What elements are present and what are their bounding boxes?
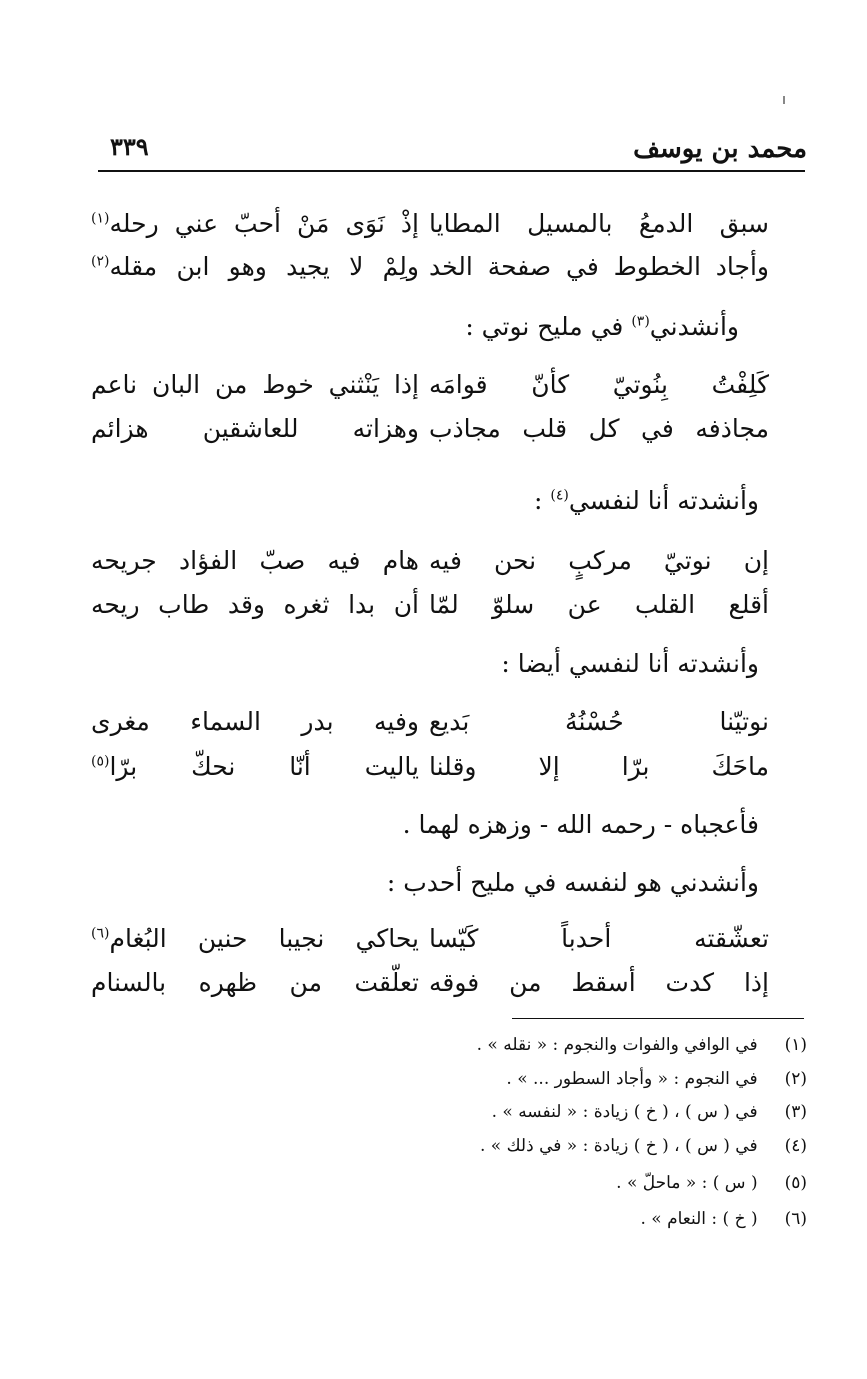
- poem4-line2-second-hemistich: [91, 750, 419, 784]
- poem1-line1-first-hemistich: سبق الدمعُ بالمسيل المطايا: [429, 209, 769, 238]
- remark-line: فأعجباه - رحمه الله - وزهزه لهما .: [402, 810, 759, 839]
- footnote-3: [492, 1100, 807, 1124]
- footnote-2: [506, 1067, 807, 1091]
- intro-text: وأنشدته أنا لنفسي: [568, 486, 759, 515]
- poem2-line2-first-hemistich: مجاذفه في كل قلب مجاذب: [429, 414, 769, 443]
- footnote-number: (١): [784, 1035, 807, 1055]
- poem4-line1-second-hemistich: وفيه بدر السماء مغرى: [91, 707, 419, 736]
- footnote-text: ( خ ) : النعام » .: [640, 1209, 758, 1229]
- hemistich-text: ولِمْ لا يجيد وهو ابن مقله: [109, 252, 419, 281]
- intro-line-2: [534, 484, 759, 518]
- poem3-line2-first-hemistich: أقلع القلب عن سلوّ لمّا: [429, 590, 769, 619]
- page-number: ٣٣٩: [110, 132, 149, 161]
- hemistich-text: إذْ نَوَى مَنْ أحبّ عني رحله: [109, 209, 419, 238]
- footnote-5: [616, 1171, 807, 1195]
- hemistich-text: ياليت أنّا نحكّ برّا: [109, 752, 419, 781]
- footnote-6: [640, 1207, 807, 1231]
- poem5-line2-second-hemistich: تعلّقت من ظهره بالسنام: [91, 968, 419, 997]
- intro-text: في مليح نوتي :: [465, 312, 632, 341]
- footnote-number: (٤): [784, 1136, 807, 1156]
- poem1-line1-second-hemistich: [91, 207, 419, 241]
- poem1-line2-second-hemistich: [91, 250, 419, 284]
- footnote-number: (٣): [784, 1102, 807, 1122]
- intro-line-1: [465, 310, 739, 344]
- poem5-line1-first-hemistich: تعشّقته أحدباً كَيّسا: [429, 924, 769, 953]
- footnote-number: (٥): [784, 1173, 807, 1193]
- footnote-1: [477, 1033, 807, 1057]
- footnote-marker: (٥): [91, 753, 110, 770]
- poem3-line2-second-hemistich: أن بدا ثغره وقد طاب ريحه: [91, 590, 419, 619]
- footnote-text: في النجوم : « وأجاد السطور ... » .: [506, 1069, 758, 1089]
- footnote-marker: (١): [91, 210, 110, 227]
- poem2-line2-second-hemistich: وهزاته للعاشقين هزائم: [91, 414, 419, 443]
- footnote-text: ( س ) : « ماحلّ » .: [616, 1173, 758, 1193]
- footnote-marker: (٦): [91, 925, 110, 942]
- footnote-4: [480, 1134, 807, 1158]
- poem2-line1-first-hemistich: كَلِفْتُ بِنُوتيّ كأنّ قوامَه: [429, 370, 769, 399]
- header-rule: [98, 170, 805, 172]
- poem3-line1-first-hemistich: إن نوتيّ مركبٍ نحن فيه: [429, 546, 769, 575]
- footnote-text: في الوافي والفوات والنجوم : « نقله » .: [476, 1035, 758, 1055]
- poem3-line1-second-hemistich: هام فيه صبّ الفؤاد جريحه: [91, 546, 419, 575]
- footnote-rule: [512, 1018, 804, 1019]
- footnote-marker: (٢): [91, 253, 110, 270]
- poem4-line2-first-hemistich: ماحَكَ برّا إلا وقلنا: [429, 752, 769, 781]
- footnote-text: في ( س ) ، ( خ ) زيادة : « لنفسه » .: [491, 1102, 758, 1122]
- footnote-number: (٦): [784, 1209, 807, 1229]
- poem1-line2-first-hemistich: وأجاد الخطوط في صفحة الخد: [429, 252, 769, 281]
- poem5-line2-first-hemistich: إذا كدت أسقط من فوقه: [429, 968, 769, 997]
- page-mark: [783, 96, 785, 104]
- intro-line-4: وأنشدني هو لنفسه في مليح أحدب :: [386, 868, 759, 897]
- poem4-line1-first-hemistich: نوتيّنا حُسْنُهُ بَديع: [429, 707, 769, 736]
- poem5-line1-second-hemistich: [91, 922, 419, 956]
- running-title: محمد بن يوسف: [633, 134, 807, 164]
- intro-text: :: [534, 486, 551, 515]
- footnote-number: (٢): [784, 1069, 807, 1089]
- footnote-marker: (٤): [550, 487, 569, 504]
- intro-line-3: وأنشدته أنا لنفسي أيضا :: [501, 649, 759, 678]
- poem2-line1-second-hemistich: إذا يَنْثني خوط من البان ناعم: [91, 370, 419, 399]
- footnote-marker: (٣): [631, 313, 650, 330]
- footnote-text: في ( س ) ، ( خ ) زيادة : « في ذلك » .: [479, 1136, 758, 1156]
- intro-text: وأنشدني: [649, 312, 739, 341]
- hemistich-text: يحاكي نجيبا حنين البُغام: [109, 924, 419, 953]
